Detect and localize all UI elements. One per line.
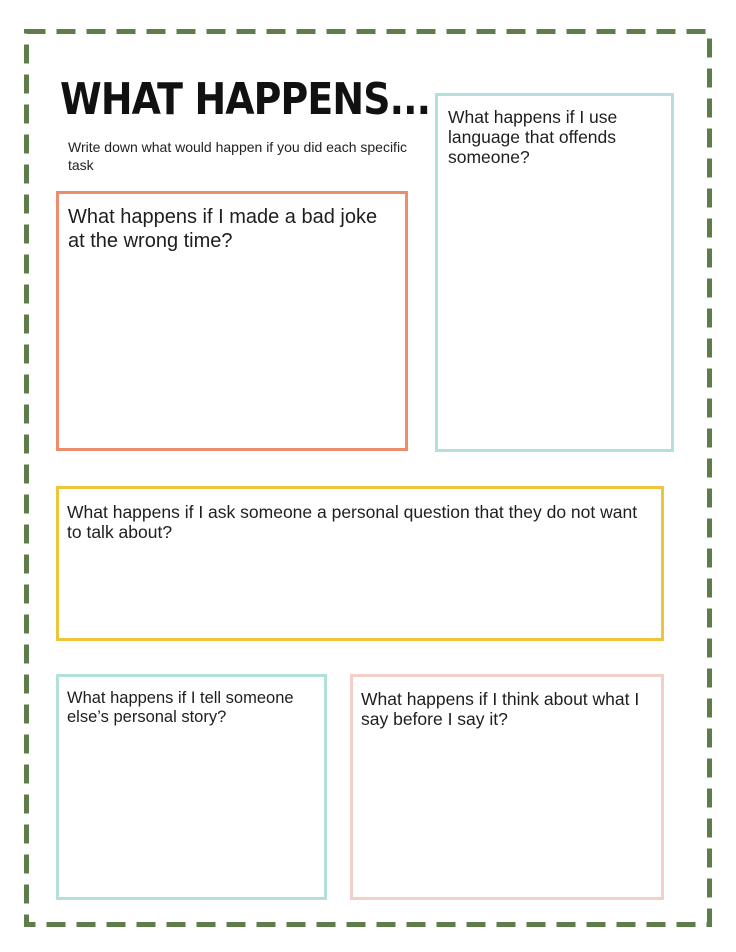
- prompt-personal-question: What happens if I ask someone a personal question that they do not want to talk about?: [67, 502, 638, 542]
- answer-box-offensive-language[interactable]: [435, 93, 674, 452]
- prompt-offensive-language: What happens if I use language that offends someone?: [448, 107, 618, 167]
- prompt-personal-story: What happens if I tell someone else’s personal story?: [67, 689, 294, 726]
- answer-box-bad-joke[interactable]: [56, 191, 408, 451]
- prompt-think-before-speaking: What happens if I think about what I say before I say it?: [361, 689, 640, 729]
- answer-box-personal-story[interactable]: [56, 674, 327, 900]
- worksheet-instructions: Write down what would happen if you did each specific task: [68, 139, 408, 173]
- worksheet-title: WHAT HAPPENS...: [60, 74, 431, 125]
- prompt-bad-joke: What happens if I made a bad joke at the wrong time?: [68, 206, 378, 252]
- answer-box-think-before-speaking[interactable]: [350, 674, 664, 900]
- answer-box-personal-question[interactable]: [56, 486, 664, 641]
